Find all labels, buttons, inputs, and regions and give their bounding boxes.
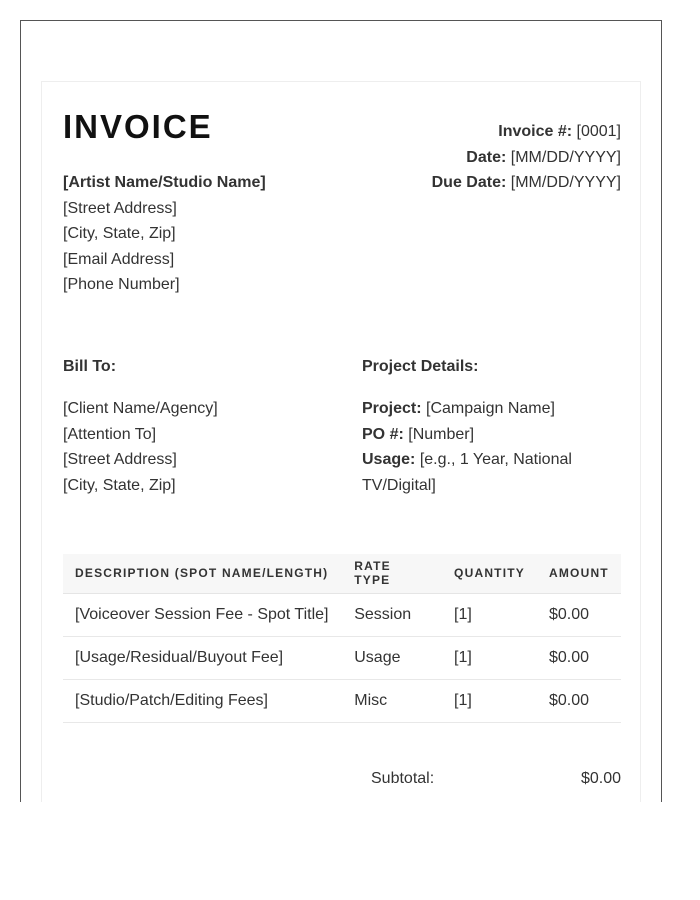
- item-amount: $0.00: [537, 636, 621, 679]
- usage-label: Usage:: [362, 451, 416, 469]
- item-quantity: [1]: [442, 679, 537, 722]
- invoice-date-label: Date:: [466, 148, 507, 166]
- sender-phone: [Phone Number]: [63, 276, 180, 294]
- item-rate-type: Usage: [342, 636, 442, 679]
- invoice-date-line: [432, 145, 621, 171]
- column-header-quantity: QUANTITY: [442, 554, 537, 593]
- invoice-date-value: [MM/DD/YYYY]: [510, 148, 621, 166]
- invoice-number-line: [432, 119, 621, 145]
- item-rate-type: Session: [342, 593, 442, 636]
- item-rate-type: Misc: [342, 679, 442, 722]
- item-description: [Studio/Patch/Editing Fees]: [63, 679, 342, 722]
- po-line: [362, 422, 621, 448]
- project-details-heading: Project Details:: [362, 358, 479, 375]
- item-description: [Usage/Residual/Buyout Fee]: [63, 636, 342, 679]
- invoice-number-label: Invoice #:: [498, 123, 573, 140]
- invoice-meta: [432, 119, 621, 196]
- usage-line: [362, 447, 621, 498]
- project-label: Project:: [362, 400, 422, 418]
- project-line: [362, 396, 621, 422]
- sender-city: [City, State, Zip]: [63, 225, 176, 243]
- column-header-rate-type: RATE TYPE: [342, 554, 442, 593]
- item-amount: $0.00: [537, 679, 621, 722]
- bill-to-street: [Street Address]: [63, 451, 177, 469]
- item-quantity: [1]: [442, 593, 537, 636]
- project-value: [Campaign Name]: [426, 400, 555, 418]
- sender-name: [Artist Name/Studio Name]: [63, 174, 266, 191]
- sender-email: [Email Address]: [63, 250, 175, 268]
- item-amount: $0.00: [537, 593, 621, 636]
- bill-to-block: [63, 354, 353, 499]
- table-row: [63, 679, 621, 722]
- table-row: [63, 593, 621, 636]
- invoice-due-date-line: [432, 170, 621, 196]
- line-items-table: [63, 554, 621, 723]
- item-quantity: [1]: [442, 636, 537, 679]
- bill-to-attention: [Attention To]: [63, 425, 157, 443]
- column-header-amount: AMOUNT: [537, 554, 621, 593]
- subtotal-value: $0.00: [580, 770, 621, 787]
- po-value: [Number]: [408, 425, 475, 443]
- sender-street: [Street Address]: [63, 199, 177, 217]
- bill-to-city: [City, State, Zip]: [63, 476, 176, 494]
- subtotal-row: [63, 770, 621, 792]
- bill-to-heading: Bill To:: [63, 358, 117, 375]
- column-header-description: DESCRIPTION (SPOT NAME/LENGTH): [63, 554, 342, 593]
- item-description: [Voiceover Session Fee - Spot Title]: [63, 593, 342, 636]
- invoice-title: INVOICE: [63, 108, 213, 145]
- subtotal-label: Subtotal:: [371, 770, 435, 787]
- project-details-block: [362, 354, 621, 499]
- bill-to-client: [Client Name/Agency]: [63, 400, 218, 418]
- usage-value: [e.g., 1 Year, National TV/Digital]: [362, 451, 572, 494]
- invoice-due-date-value: [MM/DD/YYYY]: [510, 174, 621, 192]
- invoice-number-value: [0001]: [576, 123, 621, 140]
- document-frame: [20, 20, 662, 802]
- table-header-row: [63, 554, 621, 593]
- sender-block: [63, 170, 266, 298]
- invoice-due-date-label: Due Date:: [431, 174, 507, 192]
- po-label: PO #:: [362, 425, 404, 443]
- table-row: [63, 636, 621, 679]
- invoice-sheet: [41, 81, 641, 802]
